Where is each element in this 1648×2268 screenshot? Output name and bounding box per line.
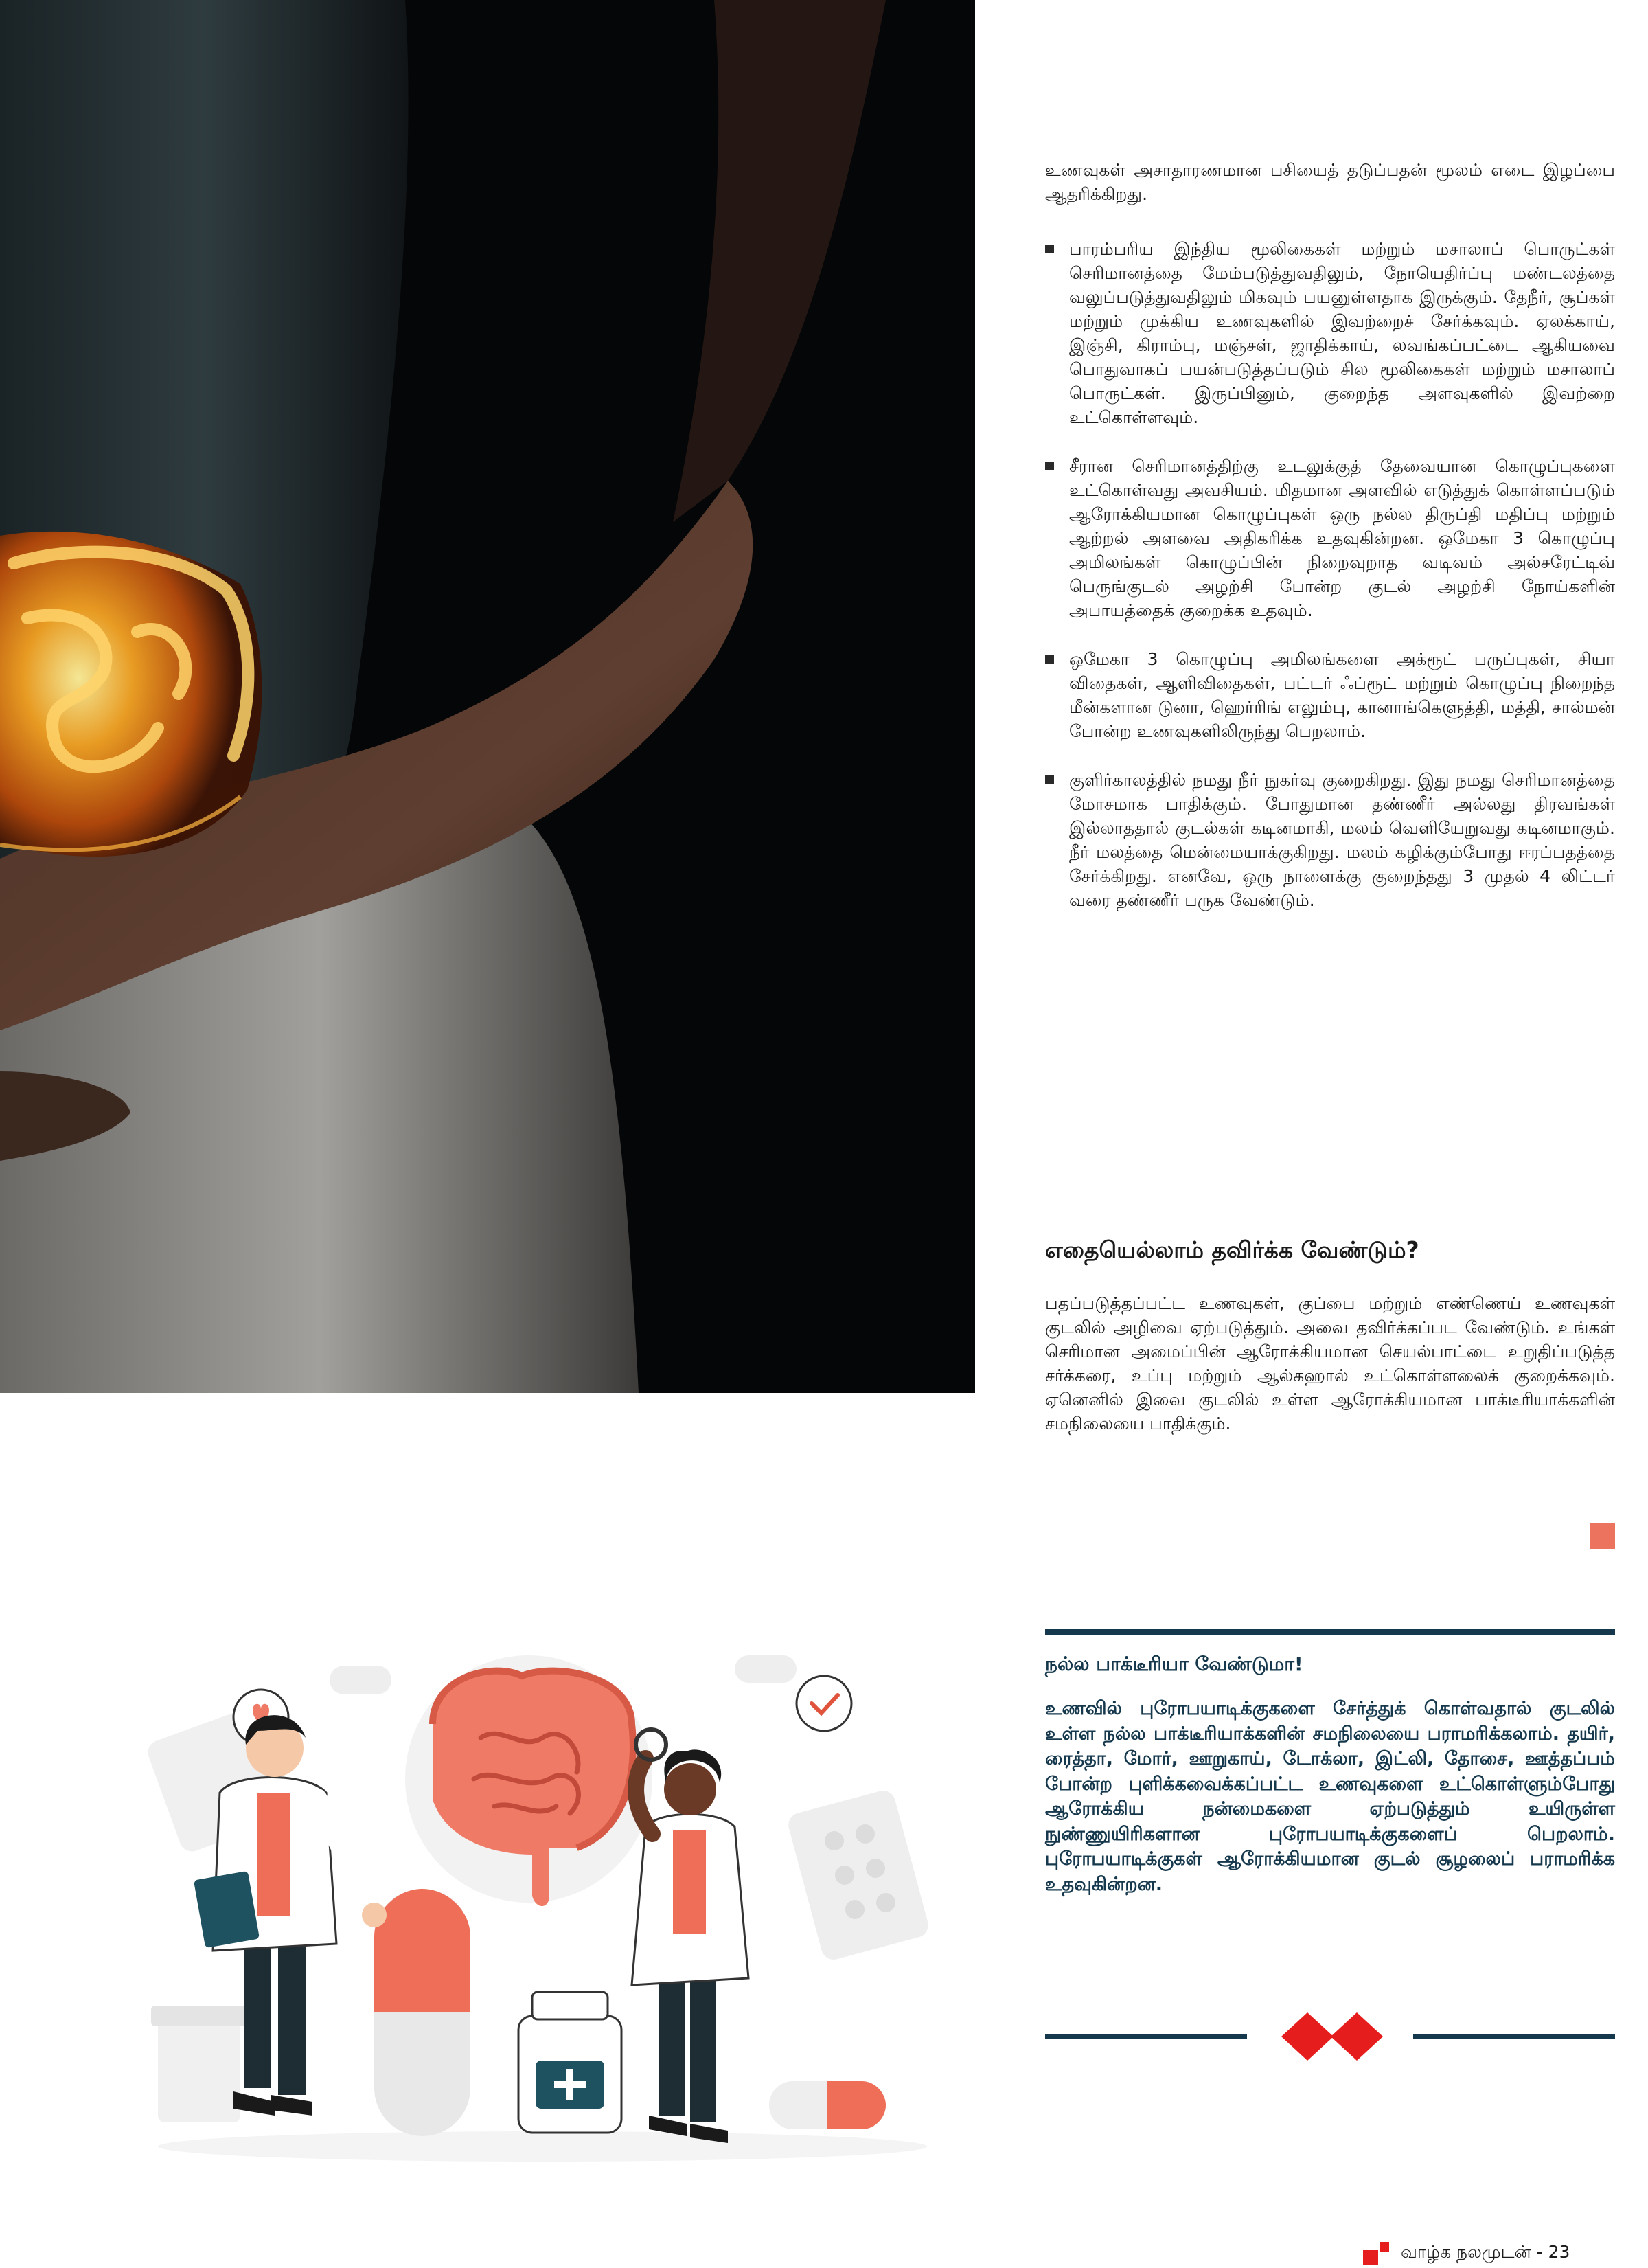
- magazine-logo-icon: [1363, 2241, 1390, 2265]
- box-paragraph: உணவில் புரோபயாடிக்குகளை சேர்த்துக் கொள்வதால் குடலில் உள்ள நல்ல பாக்டீரியாக்களின் சமநிலையை பராமரிக்கலாம். தயிர், ரைத்தா, மோர், ஊறுகாய், டோக்லா, இட்லி, தோசை, ஊத்தப்பம் போன்ற புளிக்கவைக்கப்பட்ட உணவுகளை உட்கொள்ளும்போது ஆரோக்கிய நன்மைகளை ஏற்படுத்தும் உயிருள்ள நுண்ணுயிரிகளான புரோபயாடிக்குகளைப் பெறலாம். புரோபயாடிக்குகள் ஆரோக்கியமான குடல் சூழலைப் பராமரிக்க உதவுகின்றன.: [1045, 1698, 1615, 1895]
- avoid-paragraph: பதப்படுத்தப்பட்ட உணவுகள், குப்பை மற்றும் எண்ணெய் உணவுகள் குடலில் அழிவை ஏற்படுத்தும். அவை தவிர்க்கப்பட வேண்டும். உங்கள் செரிமான அமைப்பின் ஆரோக்கியமான செயல்பாட்டை உறுதிப்படுத்த சர்க்கரை, உப்பு மற்றும் ஆல்கஹால் உட்கொள்ளலைக் குறைக்கவும். ஏனெனில் இவை குடலில் உள்ள ஆரோக்கியமான பாக்டீரியாக்களின் சமநிலையை பாதிக்கும்.: [1045, 1293, 1615, 1433]
- bullet-square-icon: [1045, 462, 1054, 470]
- bullet-square-icon: [1045, 245, 1054, 253]
- box-title: நல்ல பாக்டீரியா வேண்டுமா!: [1045, 1653, 1303, 1675]
- box-top-rule: [1045, 1629, 1615, 1635]
- list-item-text: ஒமேகா 3 கொழுப்பு அமிலங்களை அக்ரூட் பருப்புகள், சியா விதைகள், ஆளிவிதைகள், பட்டர் ஃப்ரூட் மற்றும் கொழுப்பு நிறைந்த மீன்களான டுனா, ஹெர்ரிங் எலும்பு, கானாங்கெளுத்தி, மத்தி, சால்மன் போன்ற உணவுகளிலிருந்து பெறலாம்.: [1069, 649, 1615, 741]
- bullet-square-icon: [1045, 775, 1054, 784]
- box-bottom-rule-right: [1413, 2034, 1615, 2039]
- diamond-ornament-icon: [1281, 2012, 1391, 2061]
- list-item: [1045, 768, 1615, 912]
- list-item-text: குளிர்காலத்தில் நமது நீர் நுகர்வு குறைகிறது. இது நமது செரிமானத்தை மோசமாக பாதிக்கும். போதுமான தண்ணீர் அல்லது திரவங்கள் இல்லாததால் குடல்கள் கடினமாகி, மலம் வெளியேறுவது கடினமாகும். நீர் மலத்தை மென்மையாக்குகிறது. மலம் கழிக்கும்போது ஈரப்பதத்தை சேர்க்கிறது. எனவே, ஒரு நாளைக்கு குறைந்தது 3 முதல் 4 லிட்டர் வரை தண்ணீர் பருக வேண்டும்.: [1069, 770, 1615, 910]
- list-item: [1045, 647, 1615, 743]
- list-item-text: பாரம்பரிய இந்திய மூலிகைகள் மற்றும் மசாலாப் பொருட்கள் செரிமானத்தை மேம்படுத்துவதிலும், நோயெதிர்ப்பு மண்டலத்தை வலுப்படுத்துவதிலும் மிகவும் பயனுள்ளதாக இருக்கும். தேநீர், சூப்கள் மற்றும் முக்கிய உணவுகளில் இவற்றைச் சேர்க்கவும். ஏலக்காய், இஞ்சி, கிராம்பு, மஞ்சள், ஜாதிக்காய், லவங்கப்பட்டை ஆகியவை பொதுவாகப் பயன்படுத்தப்படும் சில மூலிகைகள் மற்றும் மசாலாப் பொருட்கள். இருப்பினும், குறைந்த அளவுகளில் இவற்றை உட்கொள்ளவும்.: [1069, 239, 1615, 427]
- avoid-heading: எதையெல்லாம் தவிர்க்க வேண்டும்?: [1045, 1236, 1419, 1263]
- page-footer: [1363, 2241, 1627, 2268]
- end-mark-square-icon: [1590, 1523, 1615, 1549]
- list-item-text: சீரான செரிமானத்திற்கு உடலுக்குத் தேவையான கொழுப்புகளை உட்கொள்வது அவசியம். மிதமான அளவில் எடுத்துக் கொள்ளப்படும் ஆரோக்கியமான கொழுப்புகள் ஒரு நல்ல திருப்தி மதிப்பு மற்றும் ஆற்றல் அளவை அதிகரிக்க உதவுகின்றன. ஒமேகா 3 கொழுப்பு அமிலங்கள் கொழுப்பின் நிறைவுறாத வடிவம் அல்சரேட்டிவ் பெருங்குடல் அழற்சி போன்ற குடல் அழற்சி நோய்களின் அபாயத்தைக் குறைக்க உதவும்.: [1069, 456, 1615, 620]
- bullet-square-icon: [1045, 655, 1054, 664]
- hero-photo-digestive-system: [0, 0, 975, 1393]
- list-item: [1045, 237, 1615, 429]
- tips-list: [1045, 237, 1615, 937]
- doctors-gut-illustration: [137, 1635, 948, 2170]
- box-bottom-rule-left: [1045, 2034, 1247, 2039]
- list-item: [1045, 454, 1615, 622]
- footer-text: வாழ்க நலமுடன் - 23: [1401, 2242, 1570, 2262]
- intro-paragraph: உணவுகள் அசாதாரணமான பசியைத் தடுப்பதன் மூலம் எடை இழப்பை ஆதரிக்கிறது.: [1045, 160, 1615, 204]
